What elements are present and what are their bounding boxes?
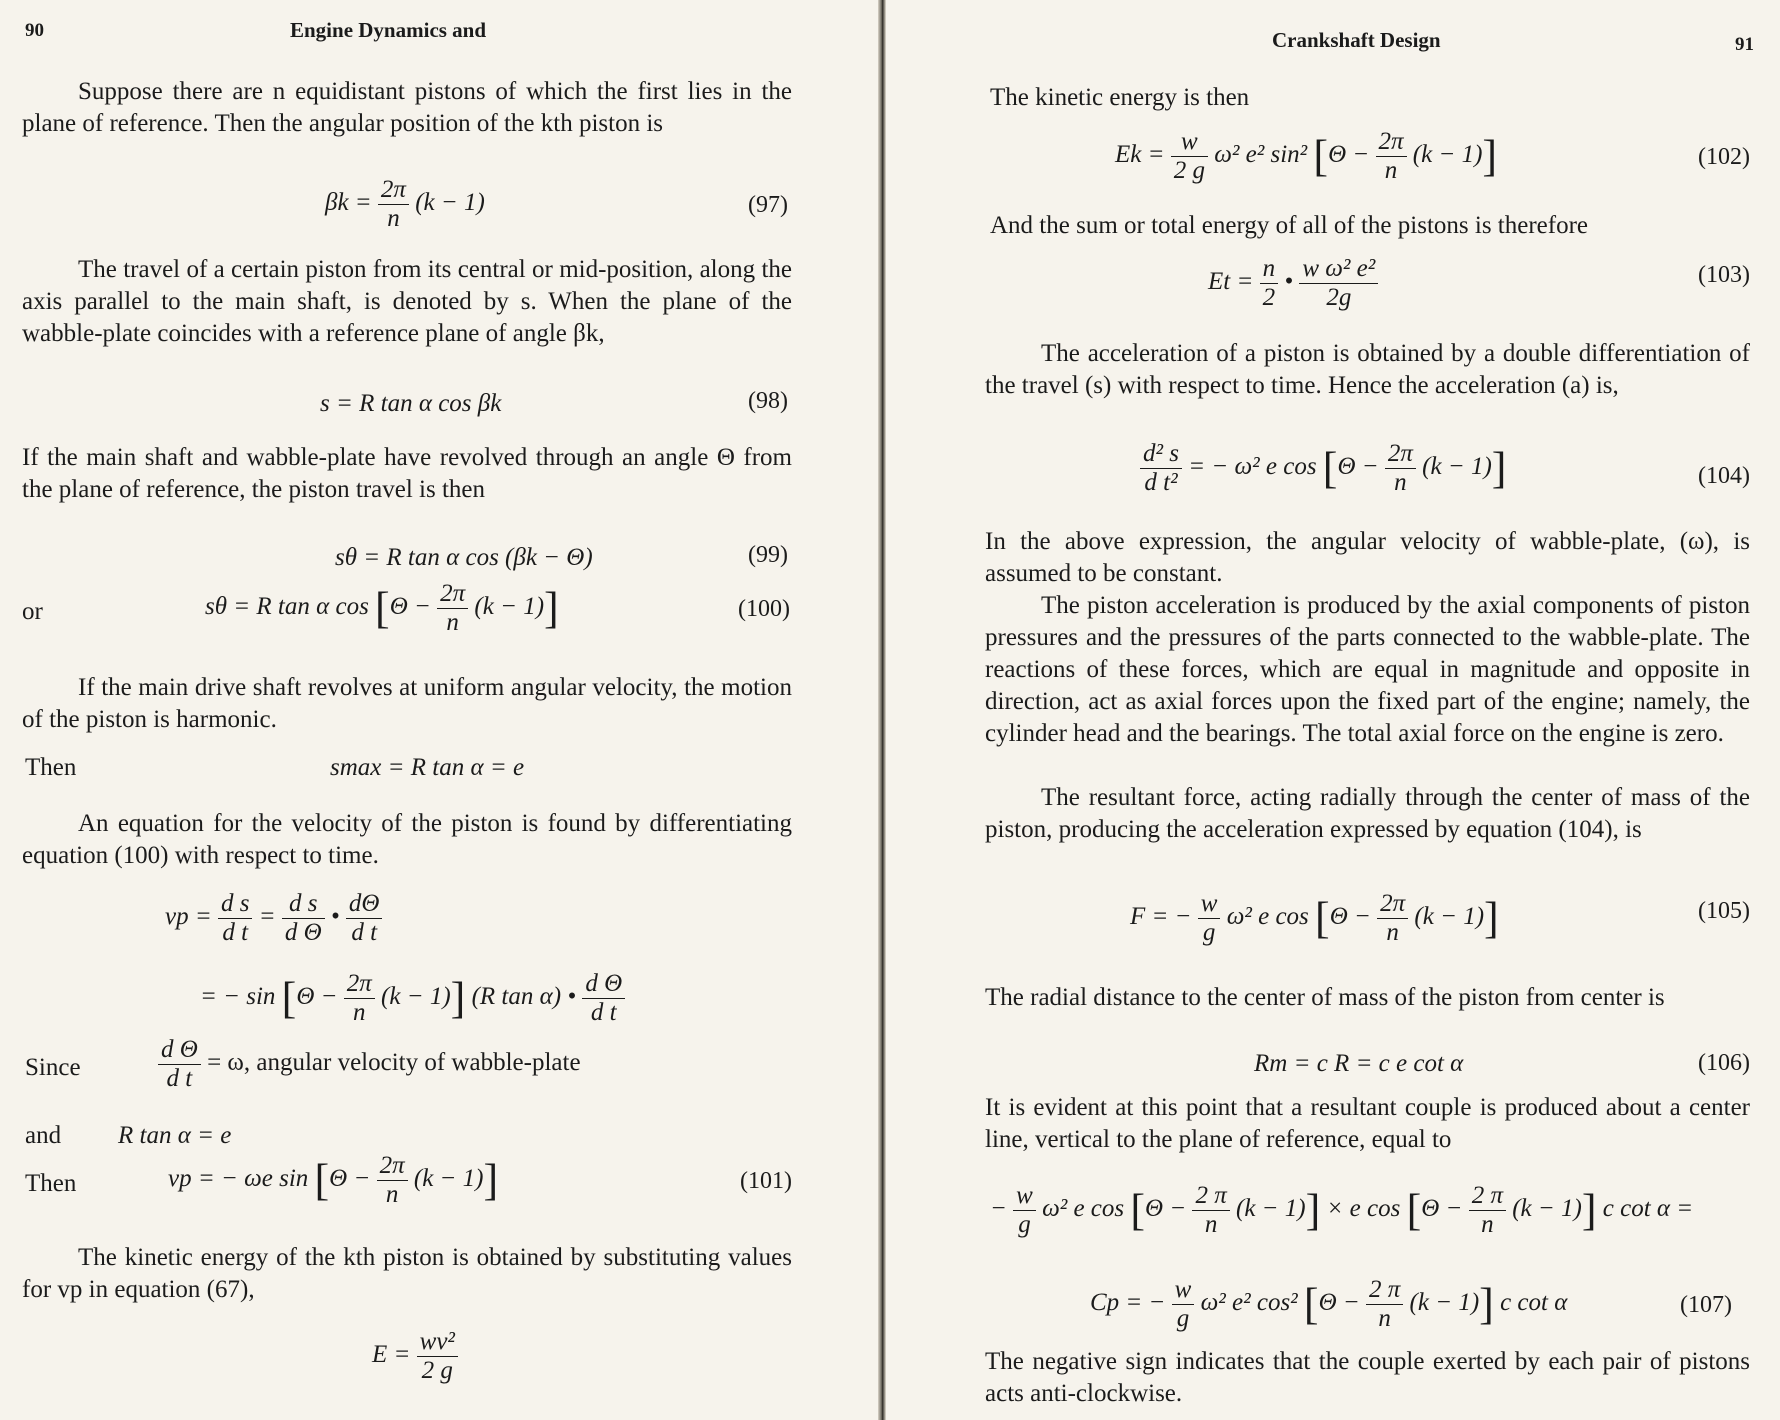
equation-number: (99) (748, 542, 788, 568)
paragraph: The acceleration of a piston is obtained by a double differentiation of the travel (s) with respect to time. Hence the acceleration (a) is, (985, 340, 1750, 399)
equation-number: (100) (738, 596, 790, 622)
equation-104: $\frac{\text{d² s}}{\text{d t²}}$ = − ω² e cos [Θ − $\frac{2\pi}{n}$ (k − 1)] (1140, 440, 1506, 497)
equation-number: (98) (748, 388, 788, 414)
equation-99: sθ = R tan α cos (βk − Θ) (335, 544, 593, 571)
paragraph: It is evident at this point that a resultant couple is produced about a center line, vertical to the plane of reference, equal to (985, 1094, 1750, 1153)
paragraph: The piston acceleration is produced by the axial components of piston pressures and the pressures of the parts connected to the wabble-plate. The reactions of these forces, which are equal in magnitude and opposite in direction, act as axial forces upon the fixed part of the engine; namely, the cylinder head and the bearings. The total axial force on the engine is zero. (985, 592, 1750, 747)
paragraph: And the sum or total energy of all of the pistons is therefore (990, 212, 1589, 239)
right-page (890, 0, 1780, 1420)
then-label: Then (25, 1170, 77, 1197)
paragraph: Suppose there are n equidistant pistons of which the first lies in the plane of reference. Then the angular position of the kth piston is (22, 78, 792, 137)
equation-105: F = − $\frac{w}{g}$ ω² e cos [Θ − $\frac{2\pi}{n}$ (k − 1)] (1130, 890, 1499, 946)
equation-number: (103) (1698, 262, 1750, 288)
since-expression: $\frac{\text{d Θ}}{\text{d t}}$ = ω, angular velocity of wabble-plate (158, 1036, 581, 1093)
paragraph: The kinetic energy is then (990, 84, 1250, 111)
then-label: Then (25, 754, 77, 781)
equation-number: (102) (1698, 144, 1750, 170)
equation-vp-2: = − sin [Θ − $\frac{2\pi}{n}$ (k − 1)] (R tan α) • $\frac{\text{d Θ}}{\text{d t}}$ (200, 970, 625, 1027)
paragraph: If the main drive shaft revolves at uniform angular velocity, the motion of the piston is harmonic. (22, 674, 792, 733)
equation-vp-1: vp = $\frac{\text{d s}}{\text{d t}}$ = $\frac{\text{d s}}{\text{d Θ}}$ • $\frac{d\Theta}{\text{d t}}$ (165, 890, 382, 947)
paragraph: In the above expression, the angular velocity of wabble-plate, (ω), is assumed to be constant. (985, 528, 1750, 587)
equation-101: vp = − ωe sin [Θ − $\frac{2\pi}{n}$ (k − 1)] (168, 1152, 499, 1208)
equation-smax: smax = R tan α = e (330, 754, 525, 781)
equation-couple: − $\frac{w}{g}$ ω² e cos [Θ − $\frac{2 \pi}{n}$ (k − 1)] × e cos [Θ − $\frac{2 \pi}{n}$ (k − 1)] c cot α = (990, 1182, 1694, 1238)
equation-106: Rm = c R = c e cot α (1254, 1050, 1464, 1077)
equation-102: Ek = $\frac{w}{2 g}$ ω² e² sin² [Θ − $\frac{2\pi}{n}$ (k − 1)] (1115, 128, 1498, 184)
page-number: 91 (1735, 34, 1754, 55)
paragraph: The travel of a certain piston from its central or mid-position, along the axis parallel to the main shaft, is denoted by s. When the plane of the wabble-plate coincides with a reference plane of angle βk, (22, 256, 792, 347)
equation-number: (101) (740, 1168, 792, 1194)
since-label: Since (25, 1054, 81, 1081)
equation-number: (107) (1680, 1292, 1732, 1318)
running-header: Engine Dynamics and (290, 18, 487, 42)
paragraph: An equation for the velocity of the piston is found by differentiating equation (100) with respect to time. (22, 810, 792, 869)
paragraph: The resultant force, acting radially through the center of mass of the piston, producing the acceleration expressed by equation (104), is (985, 784, 1750, 843)
paragraph: The radial distance to the center of mass of the piston from center is (985, 984, 1665, 1011)
equation-103: Et = $\frac{n}{2}$ • $\frac{\text{w ω² e²}}{2g}$ (1208, 255, 1378, 312)
paragraph: If the main shaft and wabble-plate have revolved through an angle Θ from the plane of reference, the piston travel is then (22, 444, 792, 503)
equation-100: sθ = R tan α cos [Θ − $\frac{2\pi}{n}$ (k − 1)] (205, 580, 559, 636)
equation-E: E = $\frac{\text{wv²}}{2 g}$ (372, 1328, 458, 1385)
or-label: or (22, 598, 43, 625)
left-page (0, 0, 880, 1420)
page-number: 90 (25, 20, 44, 41)
running-header: Crankshaft Design (1272, 28, 1441, 52)
equation-107: Cp = − $\frac{w}{g}$ ω² e² cos² [Θ − $\frac{2 \pi}{n}$ (k − 1)] c cot α (1090, 1276, 1568, 1332)
equation-97: βk = $\frac{2\pi}{n}$ (k − 1) (325, 176, 485, 232)
and-expression: R tan α = e (118, 1122, 232, 1149)
and-label: and (25, 1122, 62, 1149)
paragraph: The kinetic energy of the kth piston is obtained by substituting values for vp in equation (67), (22, 1244, 792, 1303)
equation-98: s = R tan α cos βk (320, 390, 502, 417)
book-gutter (878, 0, 886, 1420)
equation-number: (105) (1698, 898, 1750, 924)
equation-number: (106) (1698, 1050, 1750, 1076)
equation-number: (104) (1698, 463, 1750, 489)
paragraph: The negative sign indicates that the couple exerted by each pair of pistons acts anti-clockwise. (985, 1348, 1750, 1407)
equation-number: (97) (748, 192, 788, 218)
